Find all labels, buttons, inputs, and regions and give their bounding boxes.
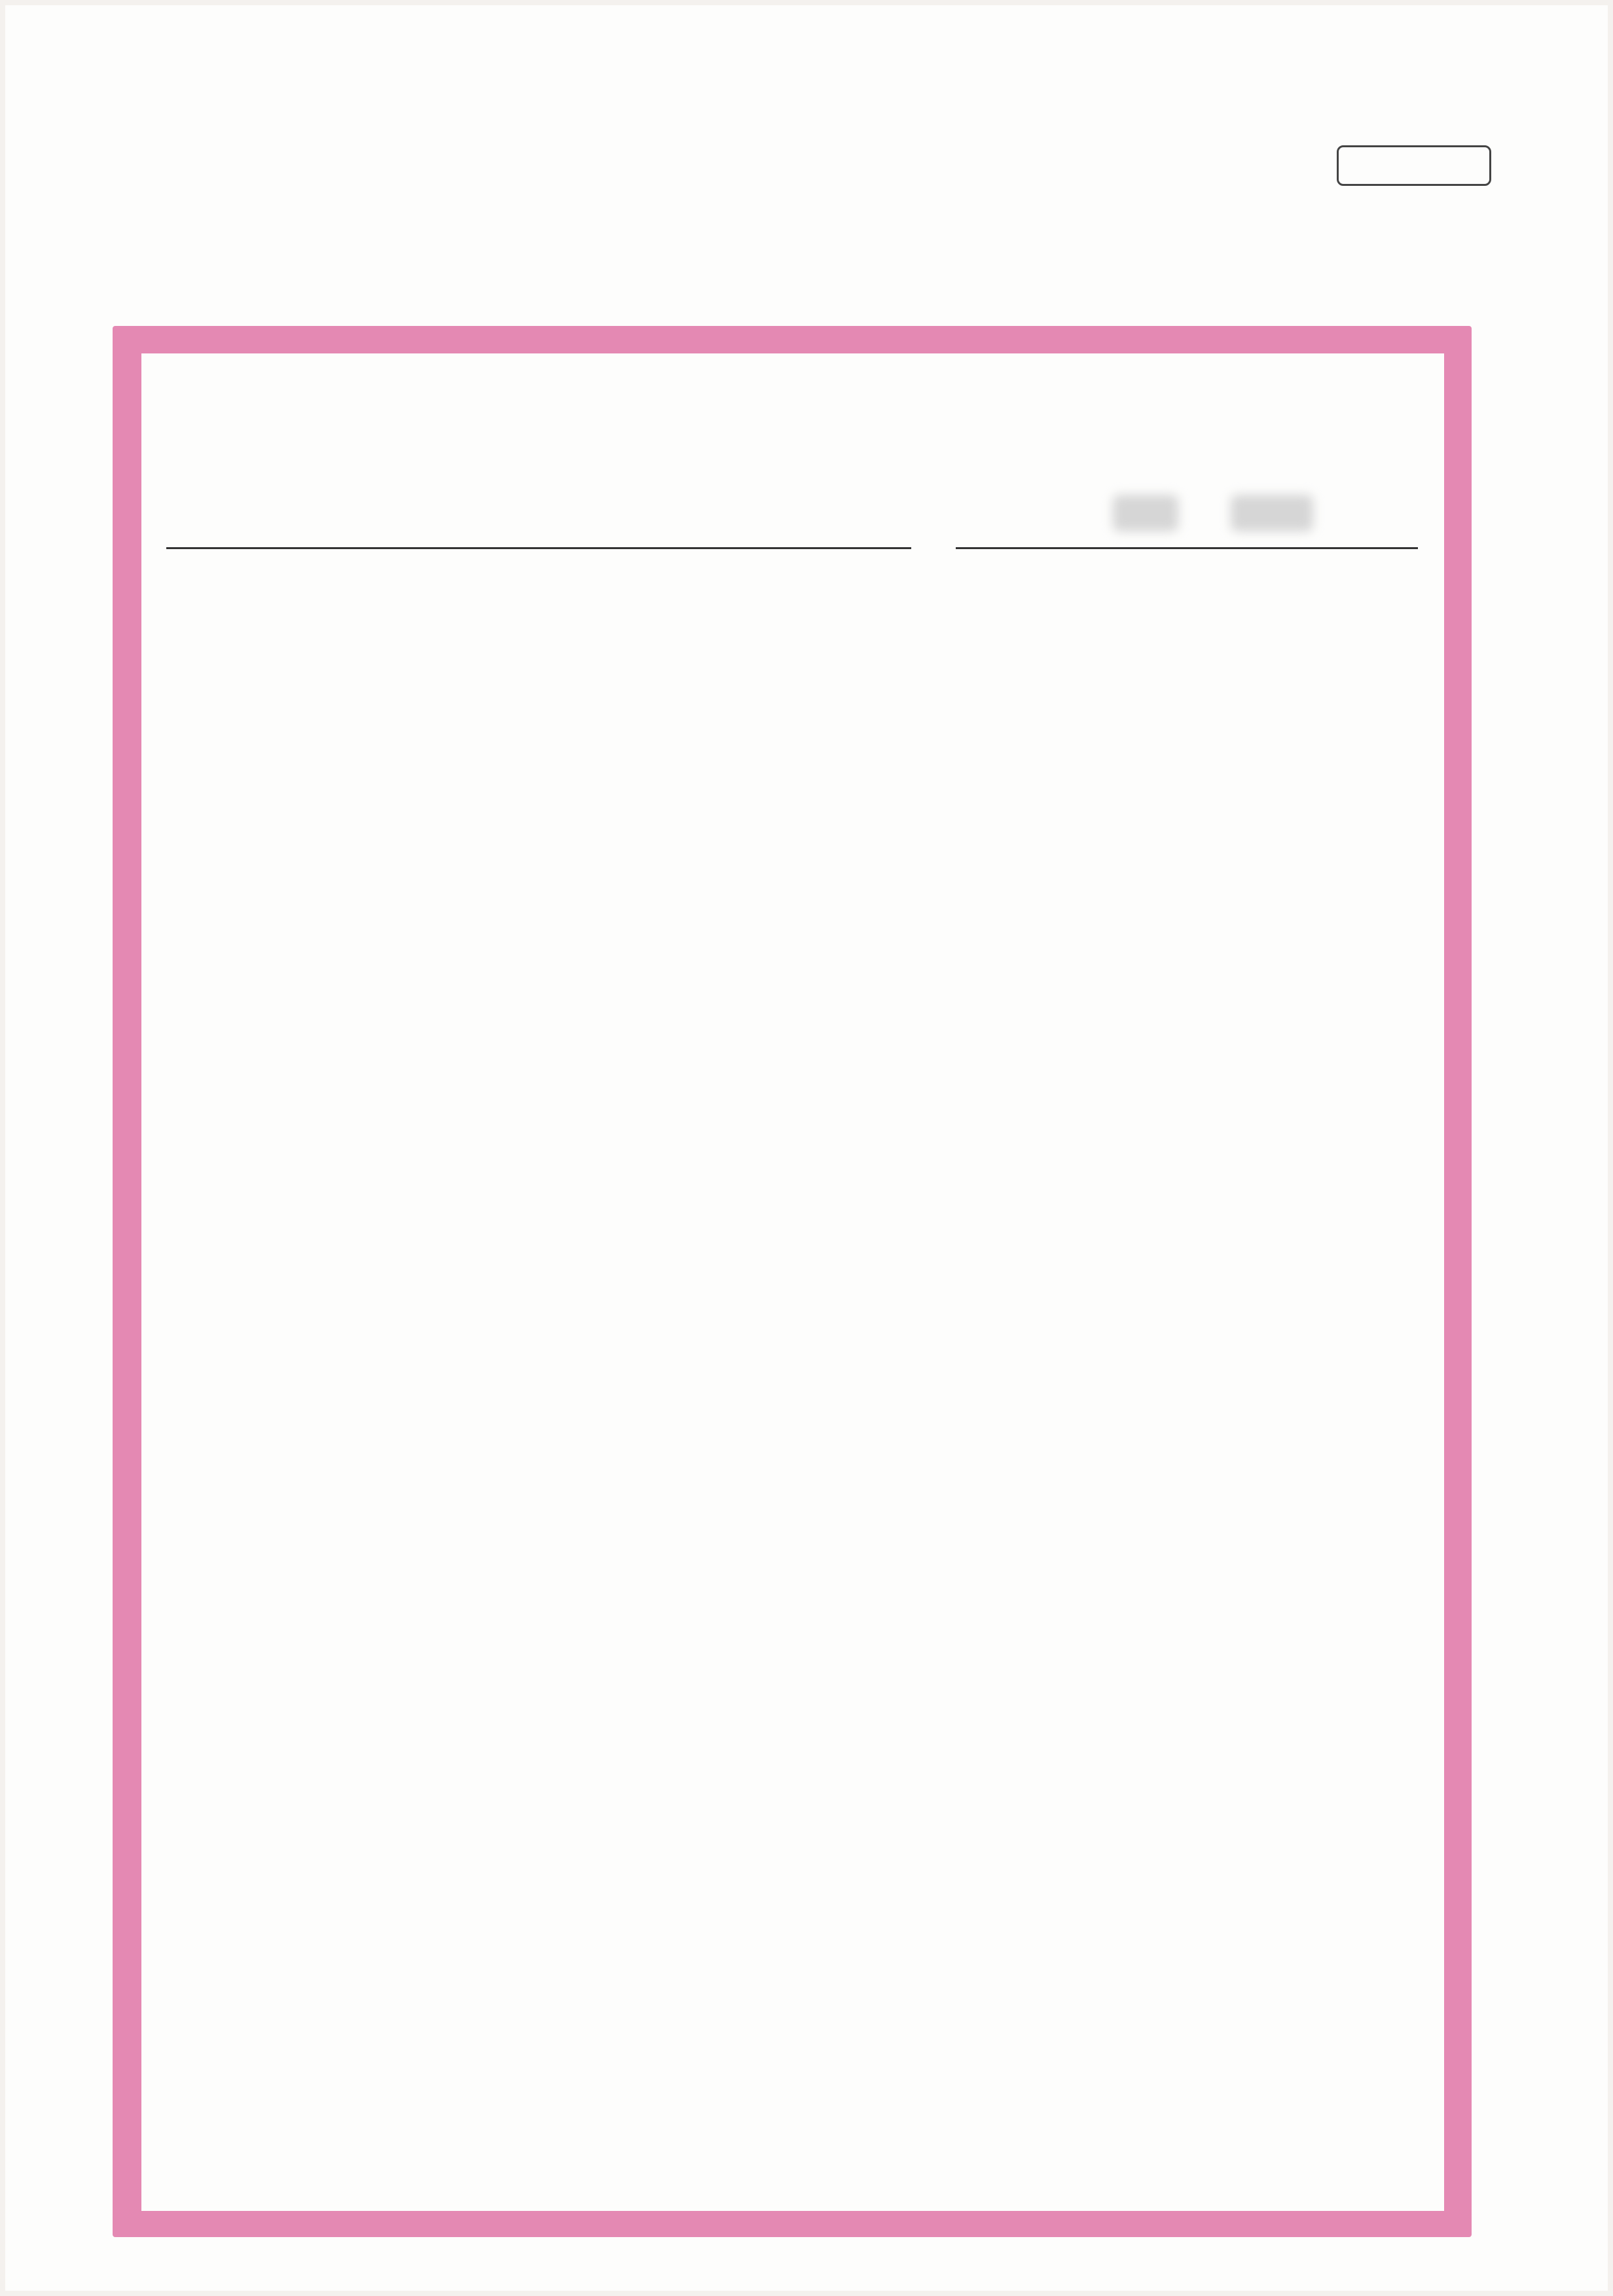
redacted-name-part2 — [1231, 495, 1313, 531]
name-underline — [956, 547, 1418, 549]
school-underline — [166, 547, 911, 549]
redacted-name-part1 — [1113, 495, 1178, 531]
